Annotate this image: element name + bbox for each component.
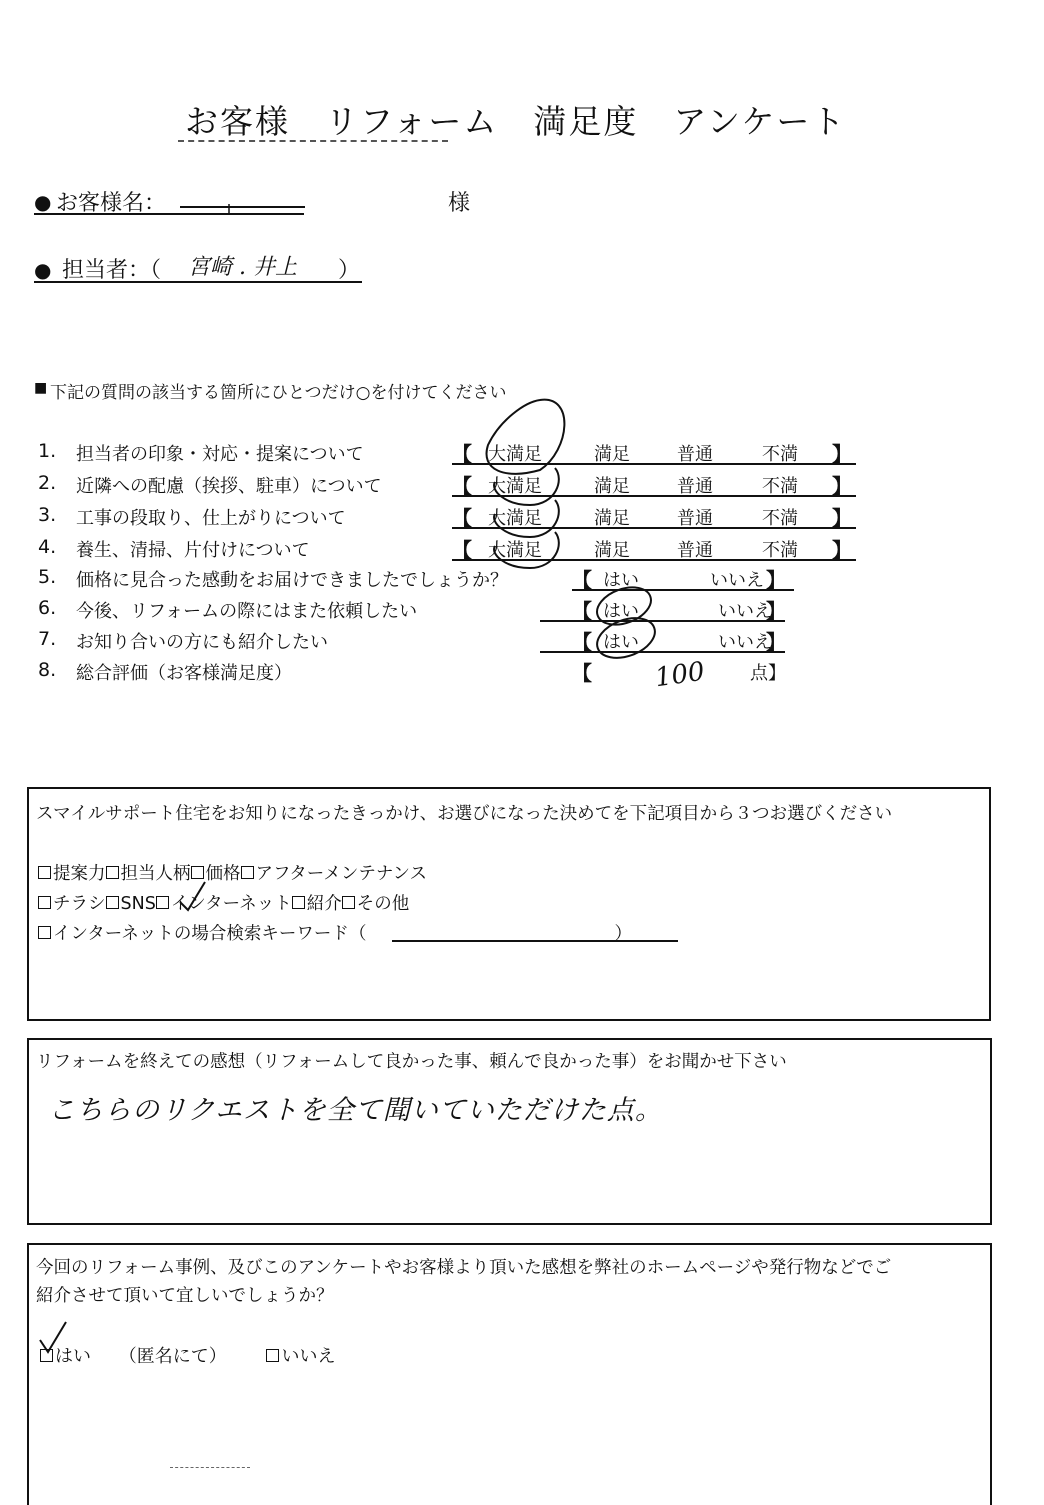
answer-underline: [452, 495, 856, 497]
option-no[interactable]: いいえ: [718, 632, 772, 653]
answer-underline: [540, 620, 785, 622]
option-dissatisfied[interactable]: 不満: [762, 508, 798, 529]
answer-underline: [452, 463, 856, 465]
bullet-icon: ●: [34, 258, 52, 282]
source-survey-heading: スマイルサポート住宅をお知りになったきっかけ、お選びになった決めてを下記項目から３つお選びください: [36, 804, 893, 824]
bracket-close: 】: [832, 442, 852, 466]
question-number: 6.: [38, 597, 57, 619]
option-label: アフターメンテナンス: [255, 864, 427, 884]
score-unit: 点】: [750, 663, 786, 684]
option-dissatisfied[interactable]: 不満: [762, 476, 798, 497]
answer-underline: [540, 651, 785, 653]
bracket-close: 】: [766, 599, 786, 623]
customer-name-field[interactable]: [180, 206, 305, 208]
page-title: お客様 リフォーム 満足度 アンケート: [185, 102, 847, 141]
impressions-answer-handwritten[interactable]: こちらのリクエストを全て聞いていただけた点。: [48, 1095, 663, 1126]
bracket-close: 】: [832, 538, 852, 562]
option-satisfied[interactable]: 満足: [594, 540, 630, 561]
keyword-open-paren: （: [348, 924, 367, 944]
bracket-open: 【: [452, 442, 472, 466]
checkbox[interactable]: [266, 1349, 279, 1362]
option-label: インターネット: [170, 894, 292, 914]
consent-yes-label: はい: [55, 1346, 91, 1367]
bracket-open: 【: [452, 506, 472, 530]
question-text: 価格に見合った感動をお届けできましたでしょうか？: [76, 570, 508, 591]
question-number: 5.: [38, 566, 57, 588]
option-label: その他: [356, 894, 410, 914]
bracket-close: 】: [766, 568, 786, 592]
checkbox[interactable]: [292, 896, 305, 909]
checkbox[interactable]: [342, 896, 355, 909]
checkbox[interactable]: [241, 866, 254, 879]
checkbox[interactable]: [38, 926, 51, 939]
consent-anonymous-label: （匿名にて）: [118, 1346, 227, 1367]
option-satisfied[interactable]: 満足: [594, 476, 630, 497]
source-options-row-1: [38, 860, 427, 885]
bracket-open: 【: [452, 474, 472, 498]
impressions-heading: リフォームを終えての感想（リフォームして良かった事、頼んで良かった事）をお聞かせ下さい: [36, 1052, 787, 1072]
question-number: 2.: [38, 472, 57, 494]
checkbox[interactable]: [38, 896, 51, 909]
option-no[interactable]: いいえ: [710, 570, 764, 591]
customer-honorific: 様: [448, 191, 471, 216]
checkbox[interactable]: [191, 866, 204, 879]
checkbox-checked[interactable]: [156, 896, 169, 909]
score-value-handwritten[interactable]: 100: [653, 656, 707, 694]
staff-label: 担当者：（: [62, 258, 162, 283]
option-very-satisfied[interactable]: 大満足: [488, 508, 542, 529]
bracket-open: 【: [452, 538, 472, 562]
question-text: 担当者の印象・対応・提案について: [76, 444, 364, 465]
question-text: 総合評価（お客様満足度）: [76, 663, 292, 684]
option-satisfied[interactable]: 満足: [594, 508, 630, 529]
bracket-open: 【: [572, 661, 592, 685]
staff-close-paren: ）: [338, 258, 361, 283]
option-dissatisfied[interactable]: 不満: [762, 540, 798, 561]
option-very-satisfied[interactable]: 大満足: [488, 476, 542, 497]
option-yes[interactable]: はい: [603, 632, 639, 653]
checkbox[interactable]: [38, 866, 51, 879]
keyword-underline: [392, 940, 678, 942]
staff-underline: [34, 281, 362, 283]
bracket-open: 【: [572, 568, 592, 592]
bracket-open: 【: [572, 630, 592, 654]
option-label: 提案力: [53, 864, 106, 884]
option-no[interactable]: いいえ: [718, 601, 772, 622]
bullet-icon: ●: [34, 190, 52, 214]
question-number: 3.: [38, 504, 57, 526]
staff-name-handwritten[interactable]: 宮崎 . 井上: [188, 255, 297, 280]
question-number: 8.: [38, 659, 57, 681]
question-number: 7.: [38, 628, 57, 650]
scan-mark: [170, 1467, 250, 1468]
option-dissatisfied[interactable]: 不満: [762, 444, 798, 465]
title-underline: [178, 120, 448, 142]
option-very-satisfied[interactable]: 大満足: [488, 444, 542, 465]
consent-options: [40, 1342, 335, 1368]
option-label: SNS: [120, 894, 156, 914]
question-number: 4.: [38, 536, 57, 558]
customer-name-label: お客様名：: [56, 191, 167, 216]
consent-no-label: いいえ: [281, 1346, 336, 1367]
bracket-close: 】: [832, 474, 852, 498]
keyword-close-paren: ）: [614, 924, 632, 944]
option-satisfied[interactable]: 満足: [594, 444, 630, 465]
question-text: 養生、清掃、片付けについて: [76, 540, 310, 561]
keyword-label: インターネットの場合検索キーワード: [53, 924, 349, 944]
option-label: 紹介: [306, 894, 342, 914]
consent-text-line-1: 今回のリフォーム事例、及びこのアンケートやお客様より頂いた感想を弊社のホームページや発行物などでご: [36, 1258, 892, 1278]
answer-underline: [572, 589, 794, 591]
question-text: 今後、リフォームの際にはまた依頼したい: [76, 601, 418, 622]
option-yes[interactable]: はい: [603, 570, 639, 591]
option-yes[interactable]: はい: [603, 601, 639, 622]
option-label: チラシ: [53, 894, 106, 914]
checkbox[interactable]: [106, 866, 119, 879]
option-label: 担当人柄: [120, 864, 191, 884]
option-average[interactable]: 普通: [677, 476, 713, 497]
option-average[interactable]: 普通: [677, 508, 713, 529]
answer-underline: [452, 527, 856, 529]
option-average[interactable]: 普通: [677, 444, 713, 465]
option-very-satisfied[interactable]: 大満足: [488, 540, 542, 561]
bracket-close: 】: [832, 506, 852, 530]
question-text: お知り合いの方にも紹介したい: [76, 632, 328, 653]
checkbox-checked[interactable]: [40, 1349, 53, 1362]
bracket-close: 】: [766, 630, 786, 654]
option-average[interactable]: 普通: [677, 540, 713, 561]
source-options-row-2: [38, 890, 409, 915]
consent-text-line-2: 紹介させて頂いて宜しいでしょうか？: [36, 1286, 334, 1306]
option-label: 価格: [205, 864, 241, 884]
answer-underline: [452, 559, 856, 561]
instruction-text: 下記の質問の該当する箇所にひとつだけ○を付けてください: [50, 383, 507, 403]
square-bullet-icon: ■: [34, 380, 48, 396]
customer-name-underline: [34, 213, 304, 215]
question-number: 1.: [38, 440, 57, 462]
question-text: 近隣への配慮（挨拶、駐車）について: [76, 476, 382, 497]
checkbox[interactable]: [106, 896, 119, 909]
question-text: 工事の段取り、仕上がりについて: [76, 508, 346, 529]
bracket-open: 【: [572, 599, 592, 623]
